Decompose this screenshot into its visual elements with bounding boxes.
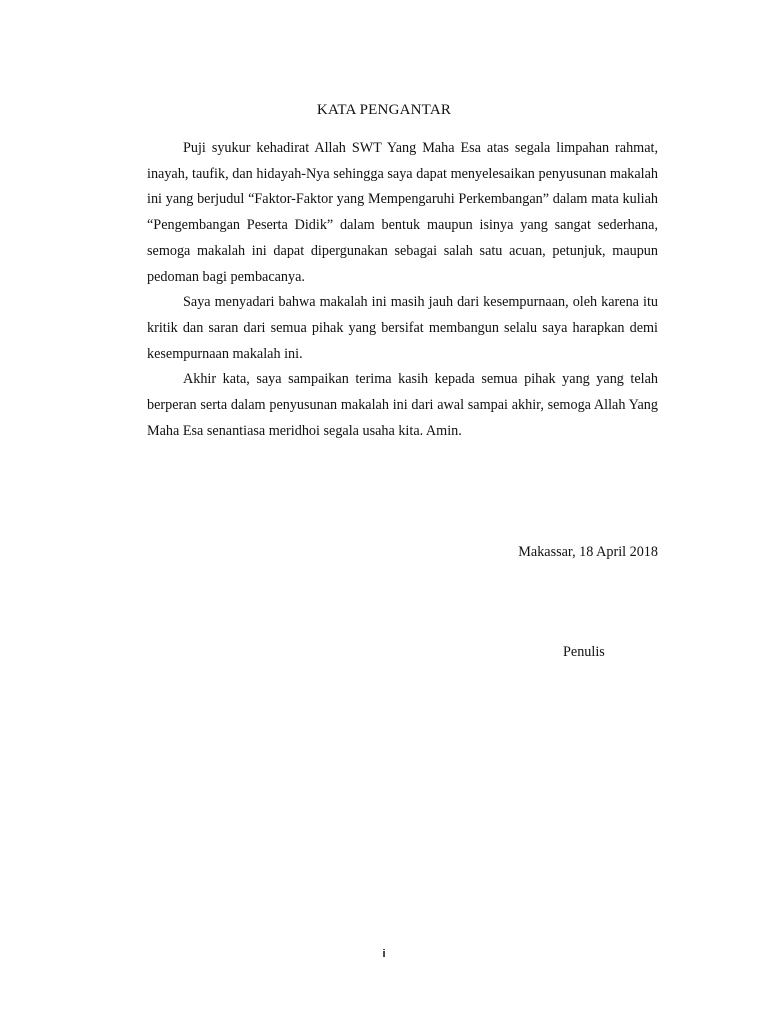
page-number: i bbox=[382, 948, 386, 960]
paragraph-2: Saya menyadari bahwa makalah ini masih jauh dari kesempurnaan, oleh karena itu kritik dan saran dari semua pihak yang bersifat membangun selalu saya harapkan demi kesempurnaan makalah ini. bbox=[147, 294, 658, 362]
paragraph-3: Akhir kata, saya sampaikan terima kasih kepada semua pihak yang yang telah berperan serta dalam penyusunan makalah ini dari awal sampai akhir, semoga Allah Yang Maha Esa senantiasa meridhoi segala usaha kita. Amin. bbox=[147, 371, 658, 439]
place-date: Makassar, 18 April 2018 bbox=[518, 544, 658, 560]
paragraph-1: Puji syukur kehadirat Allah SWT Yang Maha Esa atas segala limpahan rahmat, inayah, taufik, dan hidayah-Nya sehingga saya dapat menyelesaikan penyusunan makalah ini yang berjudul “Faktor-Faktor yang Mempengaruhi Perkembangan” dalam mata kuliah “Pengembangan Peserta Didik” dalam bentuk maupun isinya yang sangat sederhana, semoga makalah ini dapat dipergunakan sebagai salah satu acuan, petunjuk, maupun pedoman bagi pembacanya. bbox=[147, 140, 658, 285]
author-signature: Penulis bbox=[563, 644, 605, 660]
page-title: KATA PENGANTAR bbox=[316, 102, 452, 118]
body-text bbox=[147, 136, 658, 444]
